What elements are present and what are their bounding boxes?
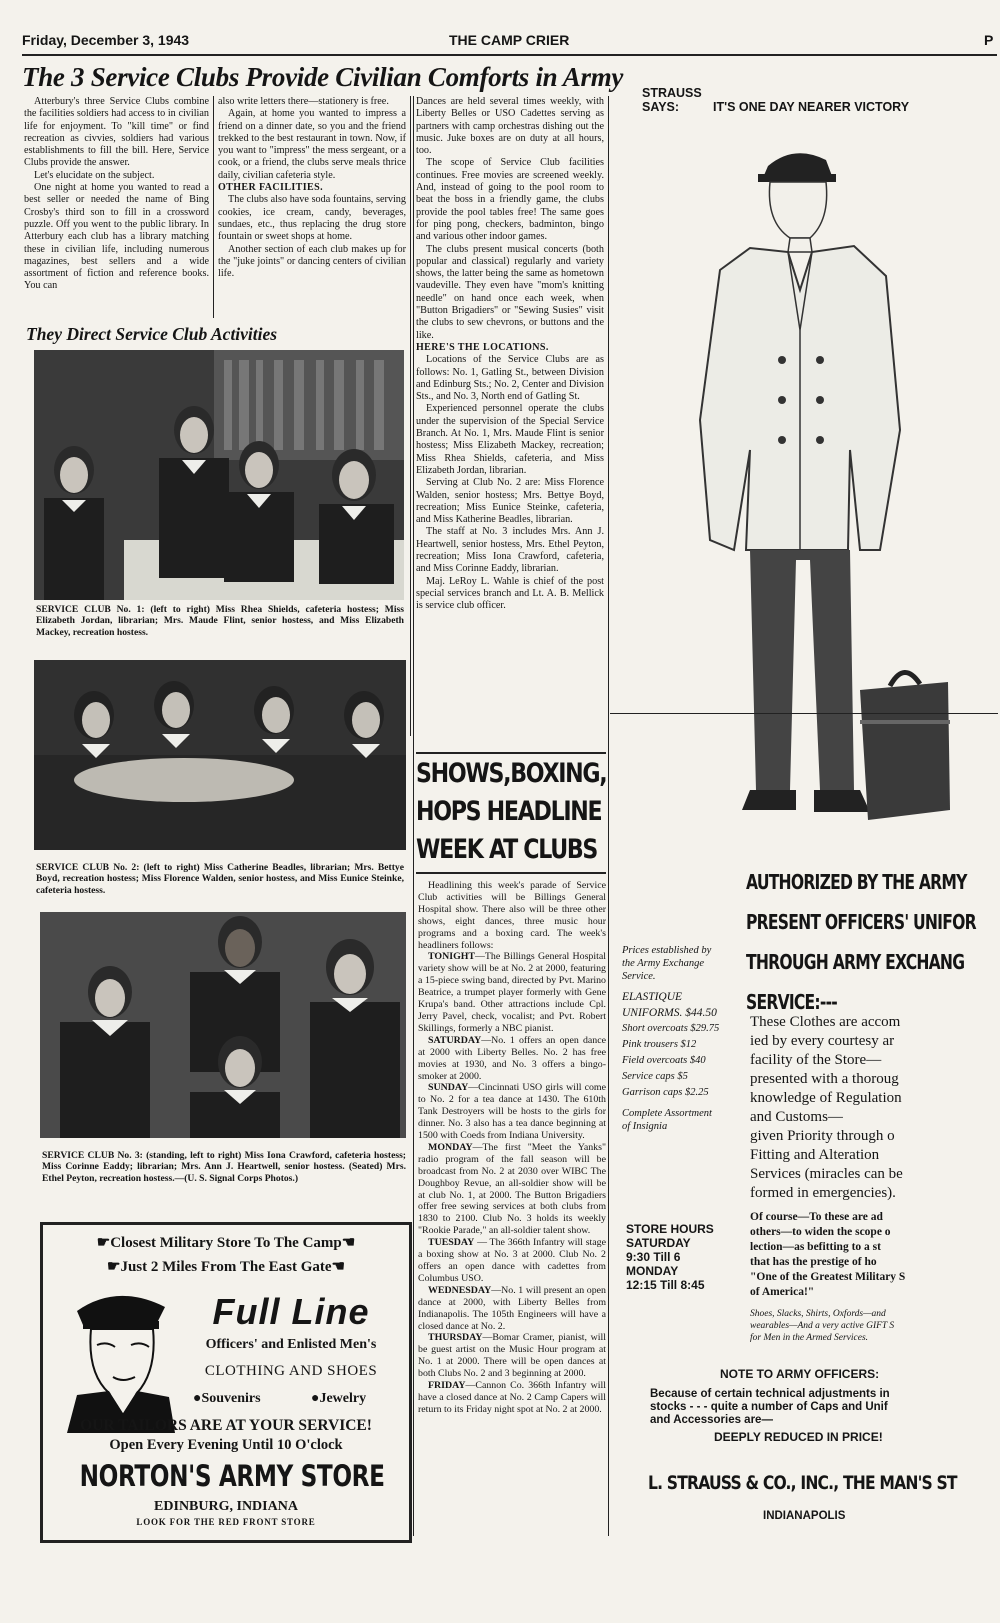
article-paragraph: One night at home you wanted to read a best seller or needed the name of Bing Crosby's third son to fill in a crossword puzzle. Off you went to the public library. In Atterbury each club has a library matching these in civilian life, including numerous magazines, best sellers and a wide assortment of fiction and reference books. You can <box>24 182 209 292</box>
photo-caption-1: SERVICE CLUB No. 1: (left to right) Miss Rhea Shields, cafeteria hostess; Miss Elizabeth Jordan, librarian; Mrs. Maude Flint, senior hostess, and Miss Elizabeth Mackey, recreation hostess. <box>36 604 404 638</box>
price-item: Service caps $5 <box>622 1071 688 1082</box>
shows-day-entry <box>418 951 606 1034</box>
article-paragraph: Serving at Club No. 2 are: Miss Florence Walden, senior hostess; Mrs. Bettye Boyd, recreation; Miss Eunice Steinke, cafeteria, and Miss Katherine Beadles, librarian. <box>416 477 604 526</box>
shoes-line: Shoes, Slacks, Shirts, Oxfords—and <box>750 1309 886 1319</box>
ad-jewelry: ●Jewelry <box>311 1391 367 1406</box>
assortment-line: Complete Assortment <box>622 1108 712 1119</box>
clothes-line: ied by every courtesy ar <box>750 1033 895 1049</box>
day-text: —No. 1 will present an open dance at 2000, with Liberty Belles from Indianapolis. The 105th Engineers will have a closed dance at No. 2. <box>418 1284 606 1332</box>
hours-line: MONDAY <box>626 1264 679 1278</box>
price-item: Short overcoats $29.75 <box>622 1023 720 1034</box>
article-paragraph: Atterbury's three Service Clubs combine the facilities soldiers had access to in civilian life for enjoyment. To "kill time" or find recreation as civvies, soldiers had various establishments to fill the bill. Here, Service Clubs provide the answer. <box>24 96 209 169</box>
strauss-of-course-text <box>750 1210 998 1300</box>
shoes-line: for Men in the Armed Services. <box>750 1333 869 1343</box>
shows-day-entry <box>418 1332 606 1380</box>
ad-closest-line: ☛Closest Military Store To The Camp☚ <box>96 1235 356 1251</box>
photo-caption-2: SERVICE CLUB No. 2: (left to right) Miss Catherine Beadles, librarian; Mrs. Bettye Boyd, recreation hostess; Miss Florence Walden, senior hostess, and Miss Eunice Steinke, cafeteria hostess. <box>36 862 404 896</box>
shows-intro: Headlining this week's parade of Service Club activities will be Billings General Hospital show. There also will be three other shows, eight dances, three music hour programs and a boxing card. The week's headliners follows: <box>418 880 606 951</box>
article-paragraph: Let's elucidate on the subject. <box>34 169 155 181</box>
strauss-authorized-headline <box>746 862 976 1022</box>
photos-title: They Direct Service Club Activities <box>26 324 278 344</box>
assortment-line: of Insignia <box>622 1121 668 1132</box>
ofcourse-line: "One of the Greatest Military S <box>750 1271 906 1283</box>
ad-open-line: Open Every Evening Until 10 O'clock <box>109 1437 343 1453</box>
officer-in-overcoat-illustration <box>650 130 950 840</box>
clothes-line: Fitting and Alteration <box>750 1147 880 1163</box>
authorized-line: AUTHORIZED BY THE ARMY <box>746 870 967 894</box>
authorized-line: PRESENT OFFICERS' UNIFOR <box>746 910 976 934</box>
day-text: —The Billings General Hospital variety show will be at No. 2 at 2000, featuring a 15-piece swing band, directed by Pvt. Marino Beatrice, a trumpet player formerly with Gene Krupa's band. Other attractions include Cpl. Jerry Pavel, check, vocalist; and Pvt. Robert Skillings, formerly a NBC pianist. <box>418 951 606 1034</box>
article-paragraph: Another section of each club makes up for the "juke joints" or dancing centers of civilian life. <box>218 243 406 280</box>
strauss-slogan: IT'S ONE DAY NEARER VICTORY <box>713 100 910 114</box>
ofcourse-line: of America!" <box>750 1286 815 1298</box>
shows-headline-line: SHOWS,BOXING, <box>416 758 607 789</box>
article-paragraph: Experienced personnel operate the clubs under the supervision of the Special Service Branch. At No. 1, Mrs. Maude Flint is senior hostess; Miss Elizabeth Mackey, recreation; Miss Rhea Shields, cafeteria, and Miss Elizabeth Jordan, librarian. <box>416 403 604 476</box>
page-number: P <box>984 32 994 48</box>
note-line: Because of certain technical adjustments in <box>650 1388 890 1400</box>
shows-day-entry <box>418 1142 606 1237</box>
article-subhead: HERE'S THE LOCATIONS. <box>416 341 549 353</box>
strauss-note-title: NOTE TO ARMY OFFICERS: <box>720 1367 880 1381</box>
article-paragraph: Again, at home you wanted to impress a friend on a dinner date, so you and the friend trekked to the best restaurant in town. Now, if you want to "impress" the mess sergeant, or a cook, or a friend, the clubs serve meals thrice daily, civilian cafeteria style. <box>218 108 406 181</box>
price-item: ELASTIQUE <box>622 991 683 1003</box>
article-column-1 <box>24 96 209 293</box>
clothes-line: formed in emergencies). <box>750 1185 896 1201</box>
day-text: — The 366th Infantry will stage a boxing show at No. 3 at 2000. Club No. 2 offers an open dance with cadettes from Columbus USO. <box>418 1237 606 1284</box>
clothes-line: These Clothes are accom <box>750 1014 901 1030</box>
ofcourse-line: lection—as befitting to a st <box>750 1241 881 1253</box>
clothes-line: facility of the Store— <box>750 1052 882 1068</box>
column-rule <box>213 96 214 318</box>
day-text: —The first "Meet the Yanks" radio program of the fall season will be broadcast from No. 2 at 2030 over WIBC The Doughboy Revue, an all-soldier show will be at club No. 1, at 2000. The Button Brigadiers offer free sewing services at both clubs from 1830 to 2100. Club No. 3 holds its weekly "Rookie Parade," an all-soldier talent show. <box>418 1141 606 1237</box>
price-item: Field overcoats $40 <box>622 1055 706 1066</box>
service-club-2-photo <box>34 660 406 850</box>
article-paragraph: The staff at No. 3 includes Mrs. Ann J. Heartwell, senior hostess, Mrs. Ethel Peyton, recreation; Miss Iona Crawford, cafeteria, and Miss Corinne Eaddy, librarian. <box>416 526 604 575</box>
hours-line: 9:30 Till 6 <box>626 1250 681 1264</box>
ad-city-line: EDINBURG, INDIANA <box>154 1499 298 1514</box>
strauss-note-text <box>650 1388 998 1427</box>
strauss-says-line: SAYS: <box>642 100 680 114</box>
ofcourse-line: others—to widen the scope o <box>750 1226 891 1238</box>
article-paragraph: The clubs present musical concerts (both popular and classical) regularly and variety shows, the latter being the same as hometown vaudeville. They even have "mom's knitting needle" on hand once each week, when "Button Brigadiers" or "Sewing Susies" visit the clubs to sew chevrons, or buttons and the like. <box>416 243 604 341</box>
note-line: and Accessories are— <box>650 1414 773 1426</box>
day-text: —No. 1 offers an open dance at 2000 with Liberty Belles. No. 2 has free movies at 1930, and No. 3 offers a bingo-smoker at 2000. <box>418 1034 606 1082</box>
ad-miles-line: ☛Just 2 Miles From The East Gate☚ <box>106 1259 345 1275</box>
ad-clothing-line: CLOTHING AND SHOES <box>204 1363 378 1379</box>
shows-day-entry <box>418 1237 606 1285</box>
hours-line: 12:15 Till 8:45 <box>626 1278 705 1292</box>
service-club-3-photo <box>40 912 406 1138</box>
day-text: —Cincinnati USO girls will come to No. 2 for a tea dance at 1430. The 610th Tank Destroyers will be hosts to the girls for dinner. No. 3 also has a tea dance beginning at 1500 with Coeds from Indiana University. <box>418 1082 606 1142</box>
price-item: Garrison caps $2.25 <box>622 1087 709 1098</box>
strauss-store-hours <box>626 1222 714 1292</box>
ad-store-name: NORTON'S ARMY STORE <box>79 1459 385 1493</box>
ad-full-line: Full Line <box>212 1291 370 1332</box>
price-item: UNIFORMS. $44.50 <box>622 1007 717 1019</box>
prices-intro-line: the Army Exchange <box>622 958 705 969</box>
strauss-reduced: DEEPLY REDUCED IN PRICE! <box>714 1430 883 1444</box>
shows-day-entry <box>418 1285 606 1333</box>
article-paragraph: The scope of Service Club facilities continues. Free movies are screened weekly. And, instead of going to the pool room to beat the boss in a friendly game, the clubs provide the pool tables free! The same goes for ping pong, checkers, badminton, bingo and various other indoor games. <box>416 157 604 243</box>
article-subhead: OTHER FACILITIES. <box>218 182 323 194</box>
ad-rule <box>610 713 998 714</box>
photo-caption-3: SERVICE CLUB No. 3: (standing, left to right) Miss Iona Crawford, cafeteria hostess; Miss Corinne Eaddy; librarian; Mrs. Ann J. Heartwell, senior hostess. (Seated) Mrs. Ethel Peyton, recreation hostess.—(U. S. Signal Corps Photos.) <box>42 1150 406 1184</box>
shows-headline <box>416 755 606 869</box>
day-label: THURSDAY <box>428 1332 483 1344</box>
day-label: TUESDAY <box>428 1237 475 1249</box>
day-label: SUNDAY <box>428 1082 469 1094</box>
hours-line: SATURDAY <box>626 1236 691 1250</box>
shows-rule-bottom <box>416 872 606 874</box>
clothes-line: given Priority through o <box>750 1128 895 1144</box>
day-label: MONDAY <box>428 1141 473 1153</box>
article-paragraph: also write letters there—stationery is free. <box>218 96 389 107</box>
norton-army-store-ad <box>40 1222 412 1543</box>
shows-article <box>418 880 606 1416</box>
price-item: Pink trousers $12 <box>622 1039 697 1050</box>
article-column-2 <box>218 96 406 280</box>
strauss-price-list <box>622 944 740 1133</box>
column-rule <box>608 96 609 1536</box>
company-name-text: L. STRAUSS & CO., INC., THE MAN'S ST <box>648 1472 957 1494</box>
ad-look-line: LOOK FOR THE RED FRONT STORE <box>136 1517 316 1527</box>
prices-intro-line: Prices established by <box>622 945 712 956</box>
shows-day-entry <box>418 1082 606 1142</box>
clothes-line: Services (miracles can be <box>750 1166 903 1182</box>
ad-officers-line: Officers' and Enlisted Men's <box>205 1337 377 1352</box>
authorized-line: THROUGH ARMY EXCHANG <box>746 950 965 974</box>
article-paragraph: Maj. LeRoy L. Wahle is chief of the post special services branch and Lt. A. B. Mellick is service club officer. <box>416 575 604 612</box>
paper-name: THE CAMP CRIER <box>449 32 570 48</box>
shows-rule-top <box>416 752 606 754</box>
ad-tailors-line: OUR TAILORS ARE AT YOUR SERVICE! <box>80 1417 372 1434</box>
shows-headline-line: HOPS HEADLINE <box>416 796 602 827</box>
masthead <box>22 28 997 56</box>
clothes-line: knowledge of Regulation <box>750 1090 902 1106</box>
day-label: TONIGHT <box>428 951 476 963</box>
note-line: stocks - - - quite a number of Caps and Unif <box>650 1401 888 1413</box>
article-paragraph: Dances are held several times weekly, with Liberty Belles or USO Cadettes serving as partners with camp orchestras dishing out the music. Juke boxes are on duty at all hours, too. <box>416 96 604 157</box>
day-text: —Bomar Cramer, pianist, will be guest artist on the Music Hour program at No. 1 at 2000. There will be open dances at both Clubs No. 2 and 3 beginning at 2000. <box>418 1332 606 1380</box>
day-label: WEDNESDAY <box>428 1284 492 1296</box>
column-rule <box>410 96 411 736</box>
article-paragraph: Locations of the Service Clubs are as follows: No. 1, Gatling St., between Division and Edinburg Sts.; No. 2, Center and Division Sts., and No. 3, North end of Gatling St. <box>416 354 604 403</box>
ofcourse-line: that has the prestige of ho <box>750 1256 877 1268</box>
ad-miles-text: Just 2 Miles From The East Gate <box>120 1259 332 1275</box>
ad-closest-text: Closest Military Store To The Camp <box>110 1235 342 1251</box>
day-text: —Cannon Co. 366th Infantry will have a closed dance at No. 2 Camp Capers will return to its Friday night spot at No. 2 at 2000. <box>418 1380 606 1415</box>
main-headline: The 3 Service Clubs Provide Civilian Comforts in Army <box>22 62 624 92</box>
article-paragraph: The clubs also have soda fountains, serving cookies, ice cream, candy, beverages, sundaes, etc., thus replacing the drug store fountain or sweet shops at home. <box>218 194 406 243</box>
issue-date: Friday, December 3, 1943 <box>22 32 190 48</box>
service-club-1-photo <box>34 350 404 600</box>
prices-intro-line: Service. <box>622 971 656 982</box>
strauss-says-line: STRAUSS <box>642 86 702 100</box>
shoes-line: wearables—And a very active GIFT S <box>750 1321 895 1331</box>
strauss-says <box>642 86 702 114</box>
shows-day-entry <box>418 1380 606 1416</box>
shows-headline-line: WEEK AT CLUBS <box>416 834 598 865</box>
article-column-3 <box>416 96 604 612</box>
strauss-clothes-text <box>750 1013 998 1203</box>
strauss-company-name <box>648 1472 998 1494</box>
ofcourse-line: Of course—To these are ad <box>750 1211 883 1223</box>
day-label: FRIDAY <box>428 1380 466 1392</box>
clothes-line: presented with a thoroug <box>750 1071 899 1087</box>
officer-illustration <box>57 1283 177 1433</box>
hours-line: STORE HOURS <box>626 1222 714 1236</box>
ad-souvenirs: ●Souvenirs <box>193 1391 261 1406</box>
strauss-city: INDIANAPOLIS <box>763 1510 846 1522</box>
authorized-line: SERVICE:--- <box>746 990 837 1014</box>
shows-day-entry <box>418 1035 606 1083</box>
strauss-shoes-text <box>750 1308 998 1344</box>
column-rule <box>413 96 414 1536</box>
day-label: SATURDAY <box>428 1034 482 1046</box>
clothes-line: and Customs— <box>750 1109 843 1125</box>
